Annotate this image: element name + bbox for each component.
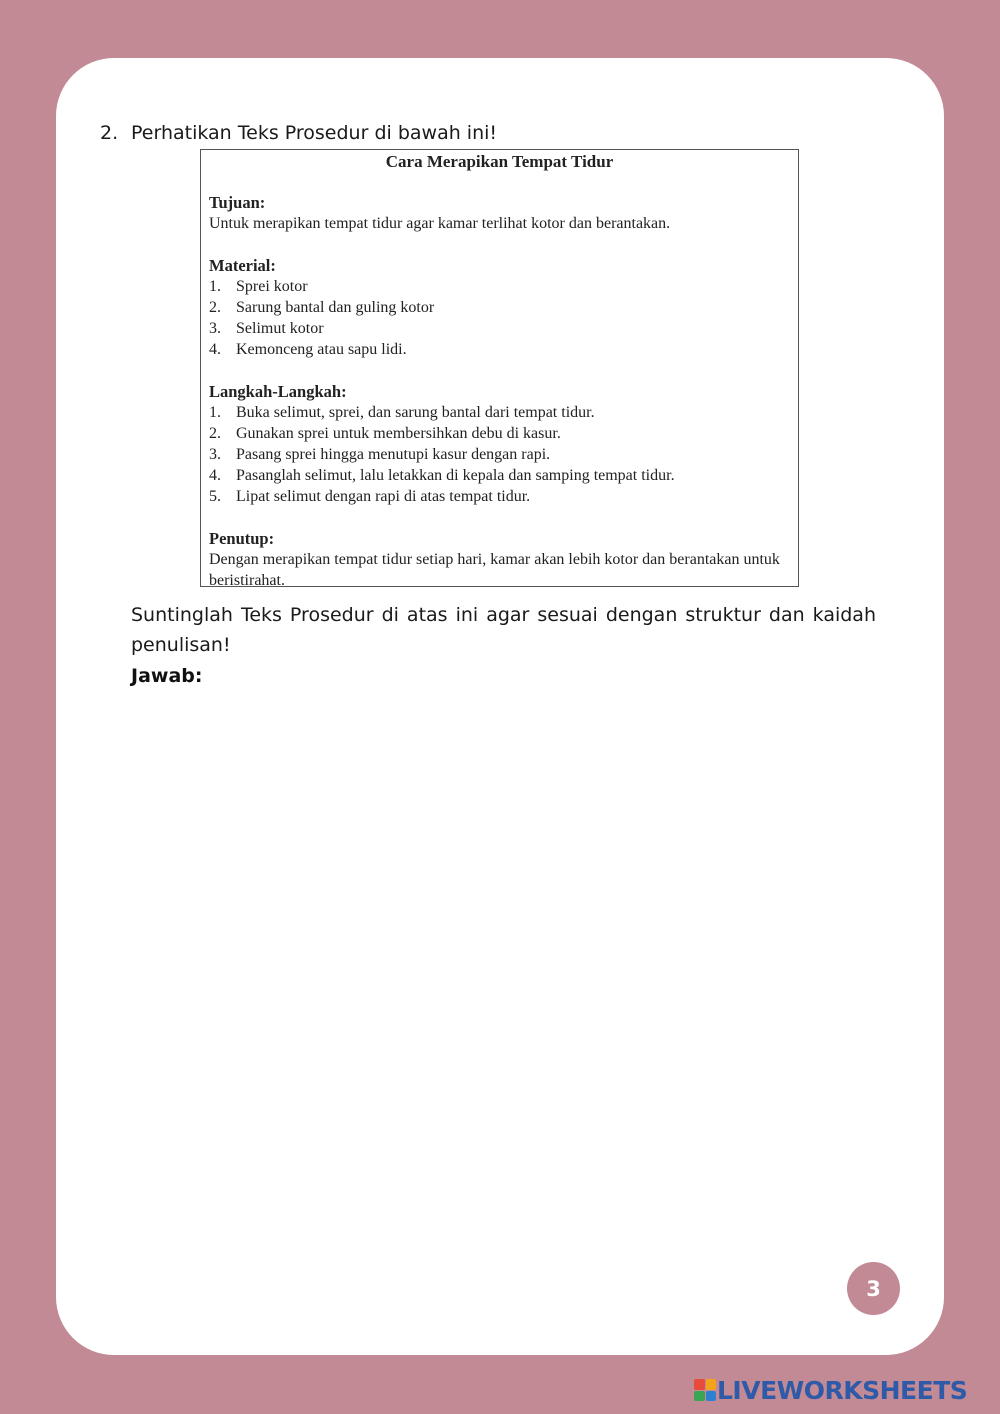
list-number: 3. [209,446,221,463]
langkah-heading: Langkah-Langkah: [209,382,347,401]
material-heading: Material: [209,256,276,275]
question-number: 2. [100,122,119,144]
list-number: 1. [209,278,221,295]
logo-square [694,1391,705,1402]
list-item [209,444,790,465]
list-item [209,423,790,444]
list-text: Sprei kotor [236,278,308,295]
logo-square [706,1379,717,1390]
page-number: 3 [866,1276,881,1301]
section-tujuan [209,192,790,234]
procedure-text-image [200,149,799,587]
list-text: Kemonceng atau sapu lidi. [236,341,407,358]
list-text: Buka selimut, sprei, dan sarung bantal dari tempat tidur. [236,404,595,421]
brand-name: LIVEWORKSHEETS [717,1375,968,1405]
langkah-list [209,402,790,507]
list-number: 2. [209,299,221,316]
list-item [209,465,790,486]
answer-label: Jawab: [131,665,203,687]
penutup-heading: Penutup: [209,529,275,548]
list-text: Gunakan sprei untuk membersihkan debu di kasur. [236,425,561,442]
list-number: 1. [209,404,221,421]
list-number: 4. [209,467,221,484]
list-item [209,402,790,423]
list-item [209,318,790,339]
question-text: Perhatikan Teks Prosedur di bawah ini! [131,122,498,144]
list-text: Pasanglah selimut, lalu letakkan di kepala dan samping tempat tidur. [236,467,675,484]
list-number: 4. [209,341,221,358]
instruction-text: Suntinglah Teks Prosedur di atas ini agar sesuai dengan struktur dan kaidah penulisan! [131,604,876,656]
list-item [209,486,790,507]
section-penutup [209,528,790,591]
logo-square [694,1379,705,1390]
tujuan-heading: Tujuan: [209,193,266,212]
list-text: Lipat selimut dengan rapi di atas tempat tidur. [236,488,531,505]
section-langkah [209,381,790,507]
list-text: Selimut kotor [236,320,324,337]
section-material [209,255,790,360]
procedure-title: Cara Merapikan Tempat Tidur [385,152,614,171]
penutup-body: Dengan merapikan tempat tidur setiap hari, kamar akan lebih kotor dan berantakan untuk beristirahat. [209,551,780,589]
list-item [209,339,790,360]
list-text: Sarung bantal dan guling kotor [236,299,435,316]
tujuan-body: Untuk merapikan tempat tidur agar kamar terlihat kotor dan berantakan. [209,215,671,232]
list-number: 2. [209,425,221,442]
list-number: 3. [209,320,221,337]
logo-square [706,1391,717,1402]
list-item [209,276,790,297]
material-list [209,276,790,360]
list-text: Pasang sprei hingga menutupi kasur dengan rapi. [236,446,551,463]
list-item [209,297,790,318]
list-number: 5. [209,488,221,505]
liveworksheets-brand[interactable] [694,1374,967,1406]
liveworksheets-logo-icon [694,1379,716,1401]
page-number-badge [847,1262,900,1315]
